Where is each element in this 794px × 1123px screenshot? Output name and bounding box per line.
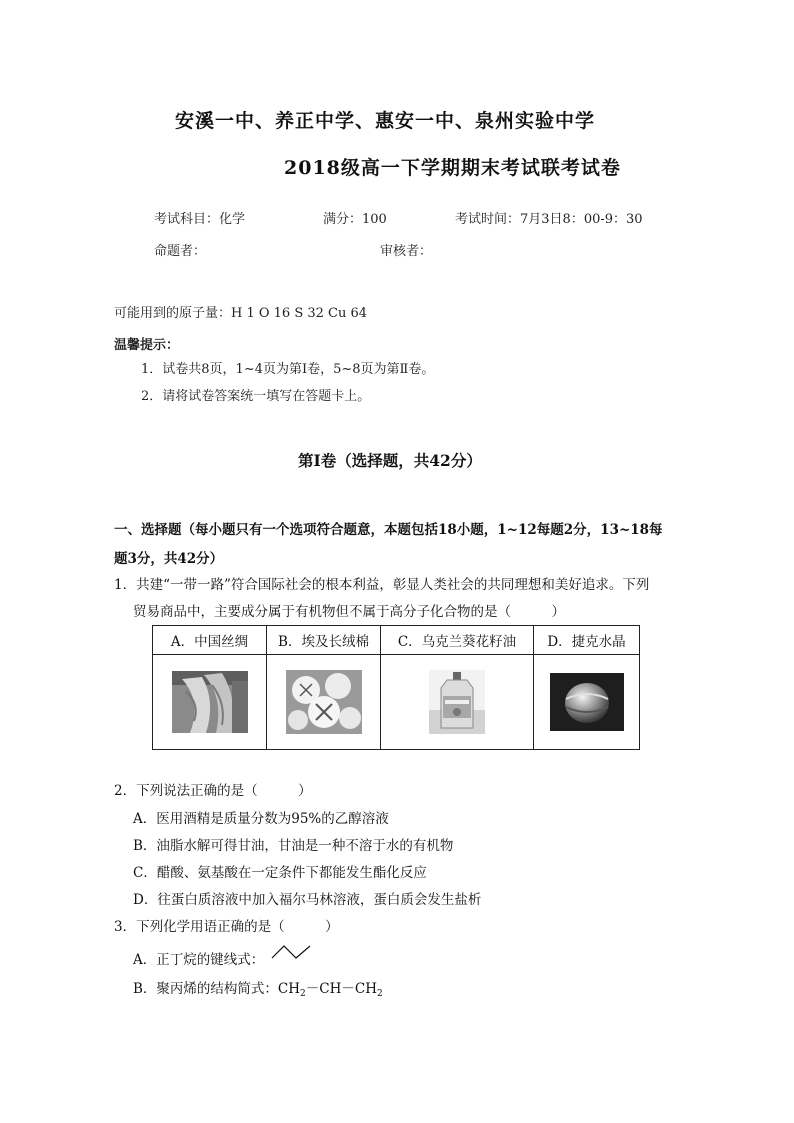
q1-option-b: B．埃及长绒棉	[267, 626, 381, 655]
exam-subject: 考试科目：化学	[154, 212, 246, 227]
exam-time: 考试时间：7月3日8：00-9：30	[455, 212, 643, 227]
crystal-image	[550, 673, 624, 731]
tip-item: 1．试卷共8页，1~4页为第Ⅰ卷，5~8页为第Ⅱ卷。	[141, 362, 435, 377]
q1-image-cell-a	[153, 655, 267, 750]
exam-title: 2018级高一下学期期末考试联考试卷	[284, 157, 621, 179]
q2-option-a: A．医用酒精是质量分数为95%的乙醇溶液	[133, 811, 389, 827]
tip-item: 2．请将试卷答案统一填写在答题卡上。	[141, 389, 371, 404]
q2-option-d: D．往蛋白质溶液中加入福尔马林溶液，蛋白质会发生盐析	[133, 892, 482, 908]
exam-author: 命题者：	[154, 244, 207, 259]
q1-image-cell-b	[267, 655, 381, 750]
school-names: 安溪一中、养正中学、惠安一中、泉州实验中学	[175, 110, 596, 132]
q1-option-a: A．中国丝绸	[153, 626, 267, 655]
polypropylene-formula: $CH_2-CH-CH_2$	[277, 981, 383, 999]
q3-option-a	[133, 948, 264, 968]
tips-heading: 温馨提示：	[114, 338, 180, 353]
atomic-masses: 可能用到的原子量：H 1 O 16 S 32 Cu 64	[114, 306, 368, 321]
q2-option-c: C．醋酸、氨基酸在一定条件下都能发生酯化反应	[133, 865, 427, 881]
q1-option-c: C．乌克兰葵花籽油	[381, 626, 534, 655]
exam-full-score: 满分：100	[323, 212, 387, 227]
q1-stem-line2: 贸易商品中，主要成分属于有机物但不属于高分子化合物的是（ ）	[133, 604, 565, 620]
cotton-image	[286, 670, 362, 734]
q2-option-b: B．油脂水解可得甘油，甘油是一种不溶于水的有机物	[133, 838, 454, 854]
butane-skeletal-formula-icon	[270, 942, 314, 962]
q1-options-table	[152, 625, 640, 750]
part1-title: 第Ⅰ卷（选择题，共42分）	[298, 451, 482, 470]
sunflower-oil-image	[429, 670, 485, 734]
section-heading-line2: 题3分，共42分）	[114, 551, 224, 567]
q1-option-d: D．捷克水晶	[534, 626, 640, 655]
q3-option-b-label: B．聚丙烯的结构简式：	[133, 981, 278, 997]
q3-option-a-label: A．正丁烷的键线式：	[133, 952, 265, 968]
q1-stem-line1: 1．共建“一带一路”符合国际社会的根本利益，彰显人类社会的共同理想和美好追求。下列	[114, 577, 650, 593]
q1-image-cell-c	[381, 655, 534, 750]
silk-image	[172, 671, 248, 733]
q3-option-b	[133, 977, 383, 999]
exam-reviewer: 审核者：	[380, 244, 433, 259]
q2-stem: 2．下列说法正确的是（ ）	[114, 783, 312, 799]
q3-stem: 3．下列化学用语正确的是（ ）	[114, 919, 339, 935]
q1-image-cell-d	[534, 655, 640, 750]
section-heading-line1: 一、选择题（每小题只有一个选项符合题意，本题包括18小题，1~12每题2分，13~18每	[114, 522, 663, 538]
